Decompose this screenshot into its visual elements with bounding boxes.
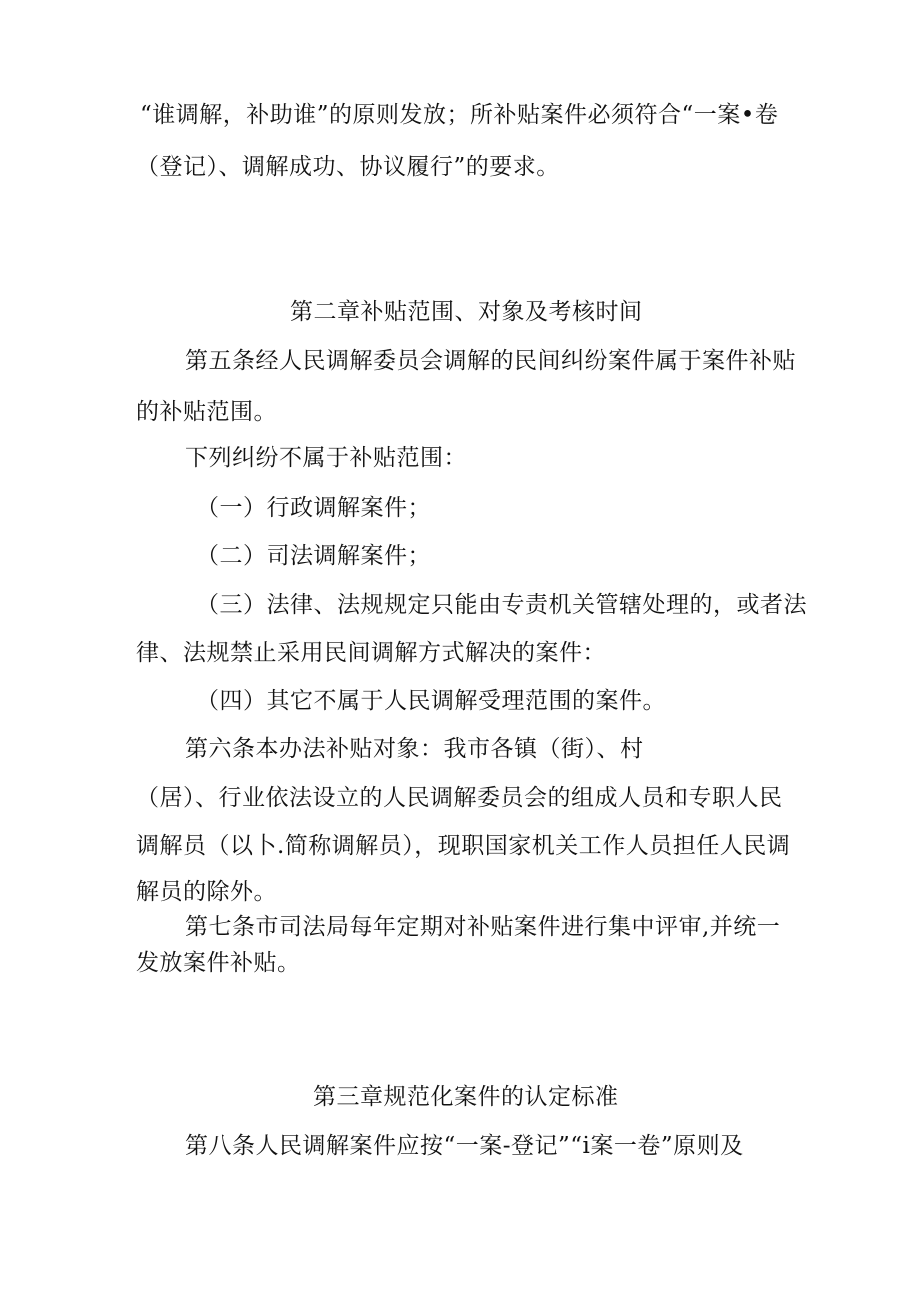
exclusion-item-3-line-1: （三）法律、法规规定只能由专责机关管辖处理的，或者法 bbox=[196, 592, 807, 618]
article-5-line-2: 的补贴范围。 bbox=[136, 399, 277, 425]
article-7-line-1: 第七条市司法局每年定期对补贴案件进行集中评审,并统一 bbox=[185, 914, 781, 940]
article-5-line-1: 第五条经人民调解委员会调解的民间纠纷案件属于案件补贴 bbox=[185, 348, 796, 374]
exclusion-item-2: （二）司法调解案件； bbox=[196, 543, 431, 569]
article-6-line-3: 调解员（以卜.简称调解员），现职国家机关工作人员担任人民调 bbox=[136, 833, 791, 859]
chapter-3-title: 第三章规范化案件的认定标准 bbox=[313, 1084, 619, 1110]
article-6-line-1: 第六条本办法补贴对象：我市各镇（街）、村 bbox=[185, 736, 644, 762]
article-8-line-1: 第八条人民调解案件应按“一案-登记”“i案一卷”原则及 bbox=[185, 1133, 744, 1159]
exclusion-item-1: （一）行政调解案件； bbox=[196, 495, 431, 521]
exclusion-item-4: （四）其它不属于人民调解受理范围的案件。 bbox=[196, 688, 666, 714]
article-6-line-4: 解员的除外。 bbox=[136, 879, 277, 905]
intro-line-1: “谁调解，补助谁”的原则发放；所补贴案件必须符合“一案•卷 bbox=[140, 102, 779, 128]
article-6-line-2: （居）、行业依法设立的人民调解委员会的组成人员和专职人民 bbox=[136, 785, 783, 811]
exclusion-item-3-line-2: 律、法规禁止采用民间调解方式解决的案件： bbox=[136, 640, 606, 666]
intro-line-2: （登记）、调解成功、协议履行”的要求。 bbox=[136, 154, 560, 180]
article-7-line-2: 发放案件补贴。 bbox=[136, 950, 301, 976]
chapter-2-title: 第二章补贴范围、对象及考核时间 bbox=[290, 299, 643, 325]
exclusion-intro: 下列纠纷不属于补贴范围： bbox=[185, 445, 467, 471]
